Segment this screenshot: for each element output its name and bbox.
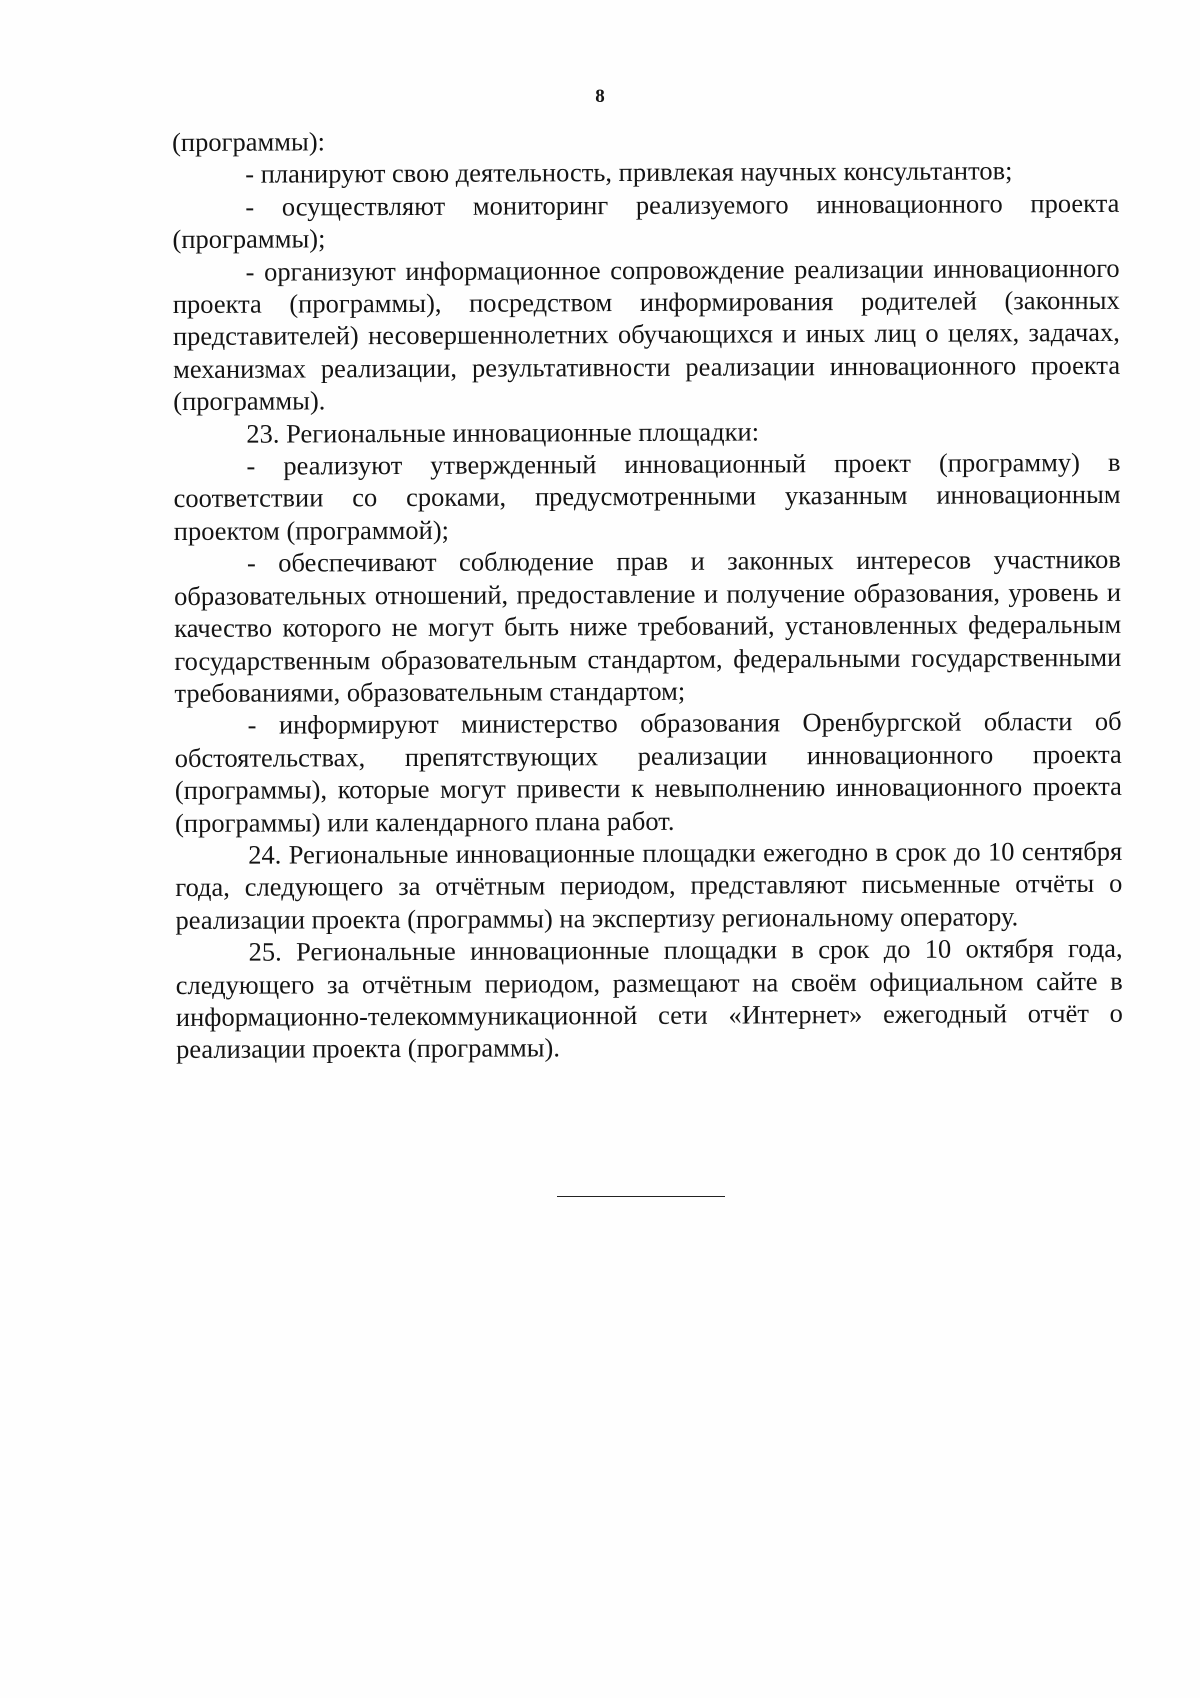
paragraph-continuation: (программы): xyxy=(172,126,326,157)
clause-25: 25. Региональные инновационные площадки в срок до 10 октября года, следующего за отчётным периодом, размещают на своём официальном сайте в информационно-телекоммуникационной сети «Интернет» ежегодный отчёт о реализации проекта (программы). xyxy=(175,933,1123,1065)
end-of-document-rule xyxy=(557,1196,725,1197)
list-item-monitoring: - осуществляют мониторинг реализуемого инновационного проекта (программы); xyxy=(172,187,1120,255)
list-item-information-support: - организуют информационное сопровождение реализации инновационного проекта (программы), посредством информирования родителей (законных представителей) несовершеннолетних обучающихся и иных лиц о целях, задачах, механизмах реализации, результативности реализации инновационного проекта (программы). xyxy=(172,252,1121,417)
list-item-implement-project: - реализуют утвержденный инновационный проект (программу) в соответствии со сроками, предусмотренными указанным инновационным проектом (программой); xyxy=(173,446,1121,546)
clause-24: 24. Региональные инновационные площадки ежегодно в срок до 10 сентября года, следующего за отчётным периодом, представляют письменные отчёты о реализации проекта (программы) на экспертизу региональному оператору. xyxy=(175,835,1123,935)
page-number: 8 xyxy=(595,86,605,107)
document-body xyxy=(172,122,1123,1066)
clause-23-heading: 23. Региональные инновационные площадки: xyxy=(246,416,760,449)
list-item-inform-ministry: - информируют министерство образования Оренбургской области об обстоятельствах, препятствующих реализации инновационного проекта (программы), которые могут привести к невыполнению инновационного проекта (программы) или календарного плана работ. xyxy=(174,706,1122,838)
list-item-ensure-rights: - обеспечивают соблюдение прав и законных интересов участников образовательных отношений, предоставление и получение образования, уровень и качество которого не могут быть ниже требований, установленных федеральным государственным образовательным стандартом, федеральными государственными требованиями, образовательным стандартом; xyxy=(173,544,1122,708)
list-item-plan-activity: - планируют свою деятельность, привлекая научных консультантов; xyxy=(245,155,1013,190)
